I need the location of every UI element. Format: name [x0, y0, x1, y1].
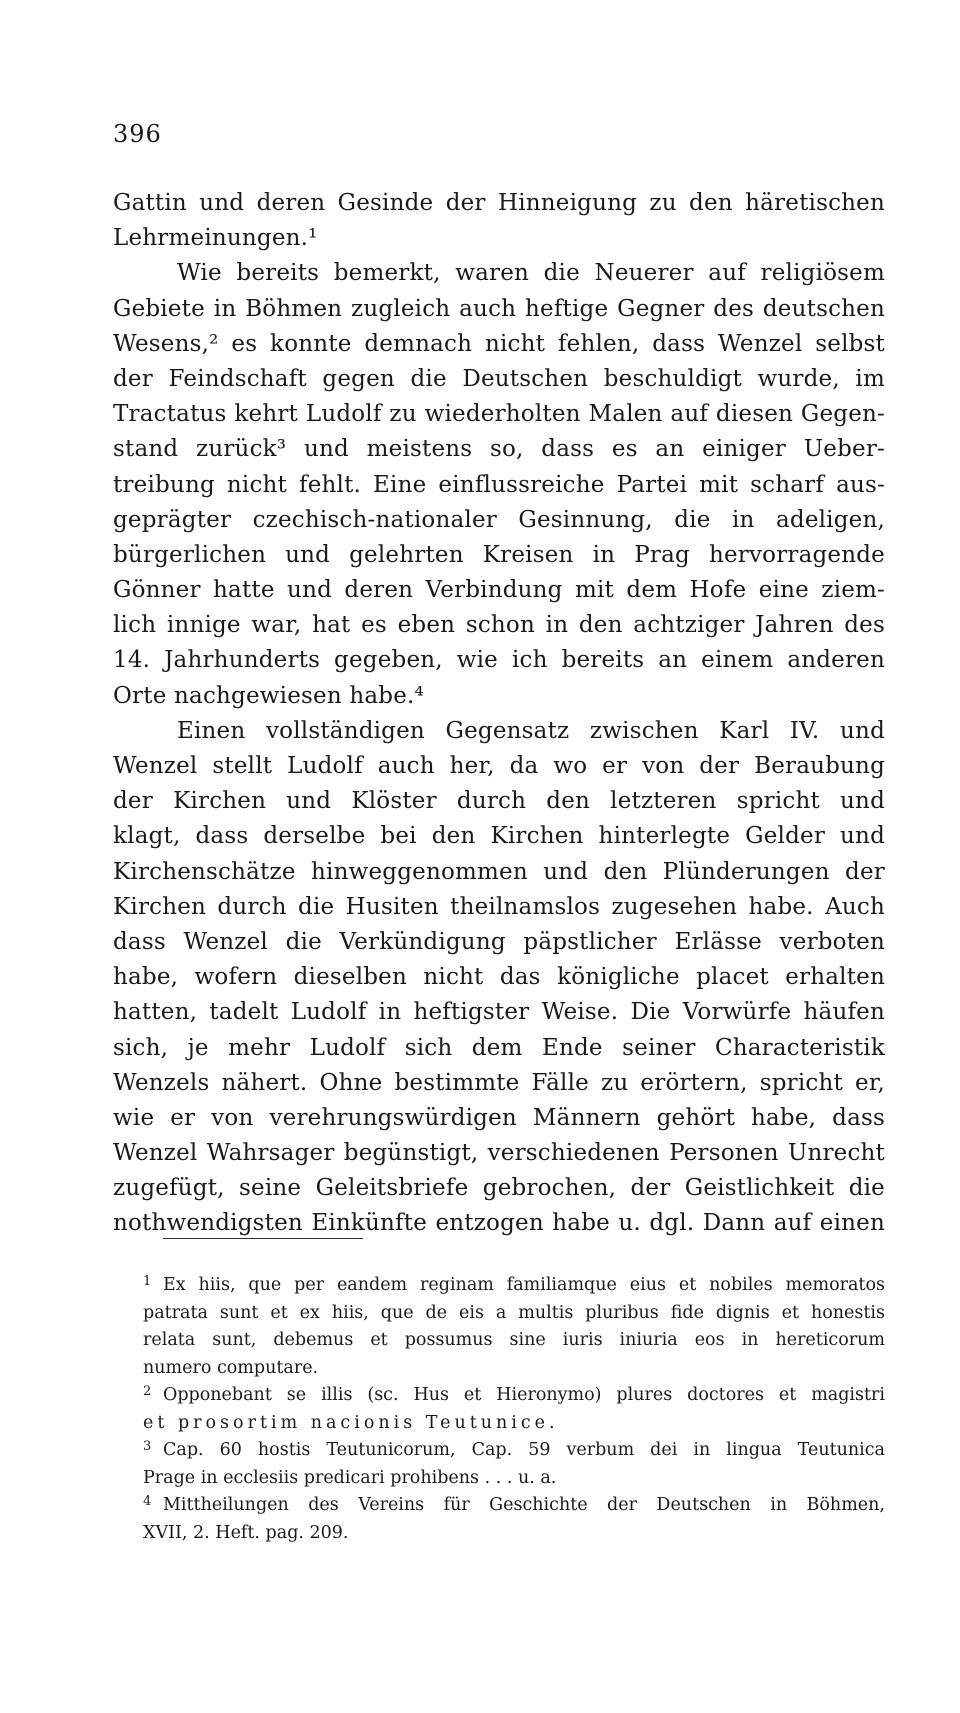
footnote-text: Mittheilungen des Vereins für Geschichte der Deutschen in Böhmen,	[163, 1495, 885, 1515]
text-line: lich innige war, hat es eben schon in den achtziger Jahren des	[113, 612, 885, 639]
footnote-line	[113, 1437, 885, 1465]
footnote-line	[113, 1272, 885, 1300]
footnote-line: relata sunt, debemus et possumus sine iuris iniuria eos in hereticorum	[143, 1330, 885, 1350]
footnote-text: Cap. 60 hostis Teutunicorum, Cap. 59 verbum dei in lingua Teutunica	[163, 1440, 885, 1460]
text-line: stand zurück³ und meistens so, dass es an einiger Ueber-	[113, 436, 885, 463]
footnote-marker: 1	[143, 1274, 152, 1289]
footnote-1	[113, 1272, 885, 1382]
text-line: Wesens,² es konnte demnach nicht fehlen, dass Wenzel selbst	[113, 330, 885, 357]
text-line: Orte nachgewiesen habe.⁴	[113, 682, 424, 709]
text-line: Wenzel Wahrsager begünstigt, verschiedenen Personen Unrecht	[113, 1140, 885, 1167]
text-line: Gebiete in Böhmen zugleich auch heftige Gegner des deutschen	[113, 295, 885, 322]
text-line: Kirchen durch die Husiten theilnamslos zugesehen habe. Auch	[113, 893, 885, 920]
footnote-3	[113, 1437, 885, 1492]
text-line: Kirchenschätze hinweggenommen und den Plünderungen der	[113, 858, 885, 885]
footnote-line: numero computare.	[143, 1357, 319, 1378]
footnote-marker: 3	[143, 1439, 152, 1454]
text-line: habe, wofern dieselben nicht das königliche placet erhalten	[113, 964, 885, 991]
text-line: hatten, tadelt Ludolf in heftigster Weise. Die Vorwürfe häufen	[113, 999, 885, 1026]
text-line: Gönner hatte und deren Verbindung mit dem Hofe eine ziem-	[113, 577, 885, 604]
text-line: Einen vollständigen Gegensatz zwischen Karl IV. und	[177, 717, 885, 744]
footnote-divider	[163, 1238, 363, 1239]
text-line: dass Wenzel die Verkündigung päpstlicher Erlässe verboten	[113, 928, 885, 955]
text-line: Gattin und deren Gesinde der Hinneigung zu den häretischen	[113, 190, 885, 216]
footnotes	[113, 1272, 885, 1547]
footnote-4	[113, 1492, 885, 1547]
text-line: treibung nicht fehlt. Eine einflussreiche Partei mit scharf aus-	[113, 471, 885, 498]
footnote-line: XVII, 2. Heft. pag. 209.	[143, 1522, 349, 1543]
text-line: Tractatus kehrt Ludolf zu wiederholten Malen auf diesen Gegen-	[113, 401, 885, 428]
footnote-marker: 4	[143, 1494, 152, 1509]
text-line: nothwendigsten Einkünfte entzogen habe u. dgl. Dann auf einen	[113, 1210, 885, 1237]
footnote-line	[113, 1492, 885, 1520]
body-text	[113, 186, 885, 1242]
footnote-2	[113, 1382, 885, 1437]
footnote-text: Opponebant se illis (sc. Hus et Hieronymo) plures doctores et magistri	[163, 1385, 885, 1405]
page-number: 396	[113, 120, 162, 148]
text-line: geprägter czechisch-nationaler Gesinnung, die in adeligen,	[113, 506, 885, 533]
text-line: Lehrmeinungen.¹	[113, 225, 318, 252]
footnote-line: et prosortim nacionis Teutunice.	[143, 1412, 559, 1433]
footnote-text: Ex hiis, que per eandem reginam familiamque eius et nobiles memoratos	[163, 1275, 885, 1295]
text-line: 14. Jahrhunderts gegeben, wie ich bereits an einem anderen	[113, 647, 885, 674]
footnote-line	[113, 1382, 885, 1410]
text-line: Wenzel stellt Ludolf auch her, da wo er von der Beraubung	[113, 753, 885, 779]
text-line: der Kirchen und Klöster durch den letzteren spricht und	[113, 788, 885, 815]
text-line: bürgerlichen und gelehrten Kreisen in Prag hervorragende	[113, 541, 885, 568]
text-line: der Feindschaft gegen die Deutschen beschuldigt wurde, im	[113, 365, 885, 392]
footnote-line: Prage in ecclesiis predicari prohibens . . . u. a.	[143, 1467, 557, 1488]
text-line: zugefügt, seine Geleitsbriefe gebrochen, der Geistlichkeit die	[113, 1175, 885, 1202]
text-line: Wie bereits bemerkt, waren die Neuerer auf religiösem	[177, 260, 885, 287]
footnote-line: patrata sunt et ex hiis, que de eis a multis pluribus fide dignis et honestis	[143, 1302, 885, 1323]
text-line: Wenzels nähert. Ohne bestimmte Fälle zu erörtern, spricht er,	[113, 1069, 885, 1096]
text-line: wie er von verehrungswürdigen Männern gehört habe, dass	[113, 1104, 885, 1131]
footnote-marker: 2	[143, 1384, 152, 1399]
text-line: klagt, dass derselbe bei den Kirchen hinterlegte Gelder und	[113, 823, 885, 850]
text-line: sich, je mehr Ludolf sich dem Ende seiner Characteristik	[113, 1034, 885, 1061]
